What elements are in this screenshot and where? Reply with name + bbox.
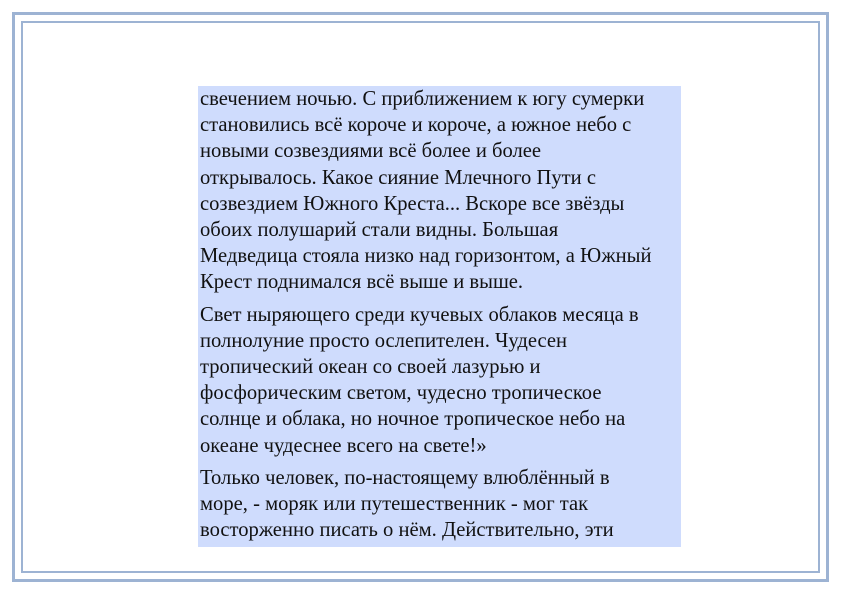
text-block bbox=[198, 86, 681, 547]
text-line: полнолуние просто ослепителен. Чудесен bbox=[200, 329, 568, 352]
text-line: Крест поднимался всё выше и выше. bbox=[200, 271, 524, 294]
text-line: океане чудеснее всего на свете!» bbox=[200, 434, 487, 457]
text-line: становились всё короче и короче, а южное небо с bbox=[200, 114, 632, 137]
text-line: открывалось. Какое сияние Млечного Пути с bbox=[200, 166, 596, 189]
text-line: солнце и облака, но ночное тропическое небо на bbox=[200, 408, 626, 431]
paragraph-1 bbox=[200, 86, 679, 296]
text-line: Только человек, по-настоящему влюблённый в bbox=[200, 466, 610, 489]
text-line: тропический океан со своей лазурью и bbox=[200, 356, 541, 379]
text-line: созвездием Южного Креста... Вскоре все звёзды bbox=[200, 192, 625, 215]
text-line: новыми созвездиями всё более и более bbox=[200, 140, 542, 163]
paragraph-3 bbox=[200, 465, 679, 544]
text-line: Свет ныряющего среди кучевых облаков месяца в bbox=[200, 303, 639, 326]
text-line: Медведица стояла низко над горизонтом, а Южный bbox=[200, 245, 652, 268]
text-line: восторженно писать о нём. Действительно, эти bbox=[200, 519, 614, 542]
text-line: обоих полушарий стали видны. Большая bbox=[200, 219, 559, 242]
paragraph-2 bbox=[200, 302, 679, 459]
text-line: море, - моряк или путешественник - мог так bbox=[200, 493, 589, 516]
text-line: фосфорическим светом, чудесно тропическое bbox=[200, 382, 602, 405]
text-line: свечением ночью. С приближением к югу сумерки bbox=[200, 88, 645, 110]
